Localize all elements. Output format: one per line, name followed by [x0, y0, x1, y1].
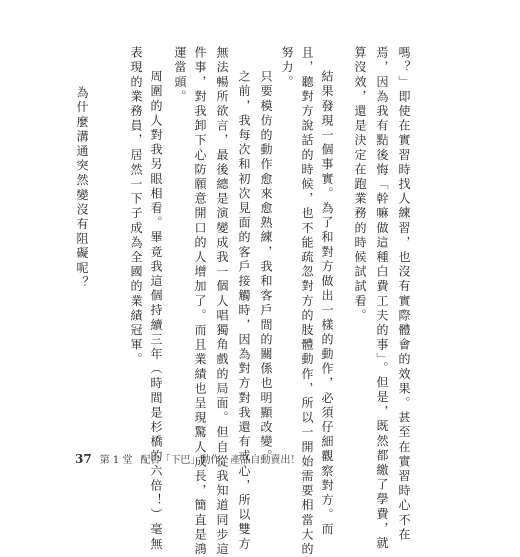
text-column-7: 只要模仿的動作愈來愈熟練，我和客戶間的關係也明顯改變。: [259, 70, 273, 465]
text-column-5: 且，聽對方說話的時候，也不能疏忽對方的肢體動作，所以一開始需要相當大的: [300, 46, 314, 557]
text-column-8: 之前，我每次和初次見面的客戶接觸時，因為對方對我還有戒心，所以雙方: [237, 70, 251, 552]
text-column-6: 努力。: [280, 46, 294, 90]
text-column-12: 周圍的人對我另眼相看。畢竟我這個持續三年（時間是杉橋的六倍！）毫無: [149, 70, 163, 552]
text-column-4: 結果發現一個事實。為了和對方做出一樣的動作，必須仔細觀察對方。而: [320, 70, 334, 538]
page-number: 37: [75, 452, 92, 466]
page-footer: [75, 451, 300, 467]
section-heading: 為什麼溝通突然變沒有阻礙呢？: [75, 86, 89, 291]
text-column-10: 件事，對我卸下心防願意開口的人增加了。而且業績也呈現驚人成長，簡直是鴻: [193, 46, 207, 557]
text-column-1: 嗎？」即使在實習時找人練習，也沒有實際體會的效果。甚至在實習時心不在: [397, 46, 411, 543]
text-column-3: 算沒效，還是決定在跑業務的時候試試看。: [353, 46, 367, 324]
text-column-2: 焉，因為我有點後悔「幹嘛做這種白費工夫的事」。但是，既然都繳了學費，就: [375, 46, 389, 551]
chapter-title: 配合「下巴」動作，產品自動賣出！: [140, 455, 301, 466]
text-column-11: 運當頭。: [173, 46, 187, 105]
chapter-label: 第 1 堂: [99, 455, 133, 466]
text-column-13: 表現的業務員，居然一下子成為全國的業績冠軍。: [129, 46, 143, 368]
text-column-9: 無法暢所欲言，最後總是演變成我一個人唱獨角戲的局面。但自從我知道同步這: [215, 46, 229, 557]
